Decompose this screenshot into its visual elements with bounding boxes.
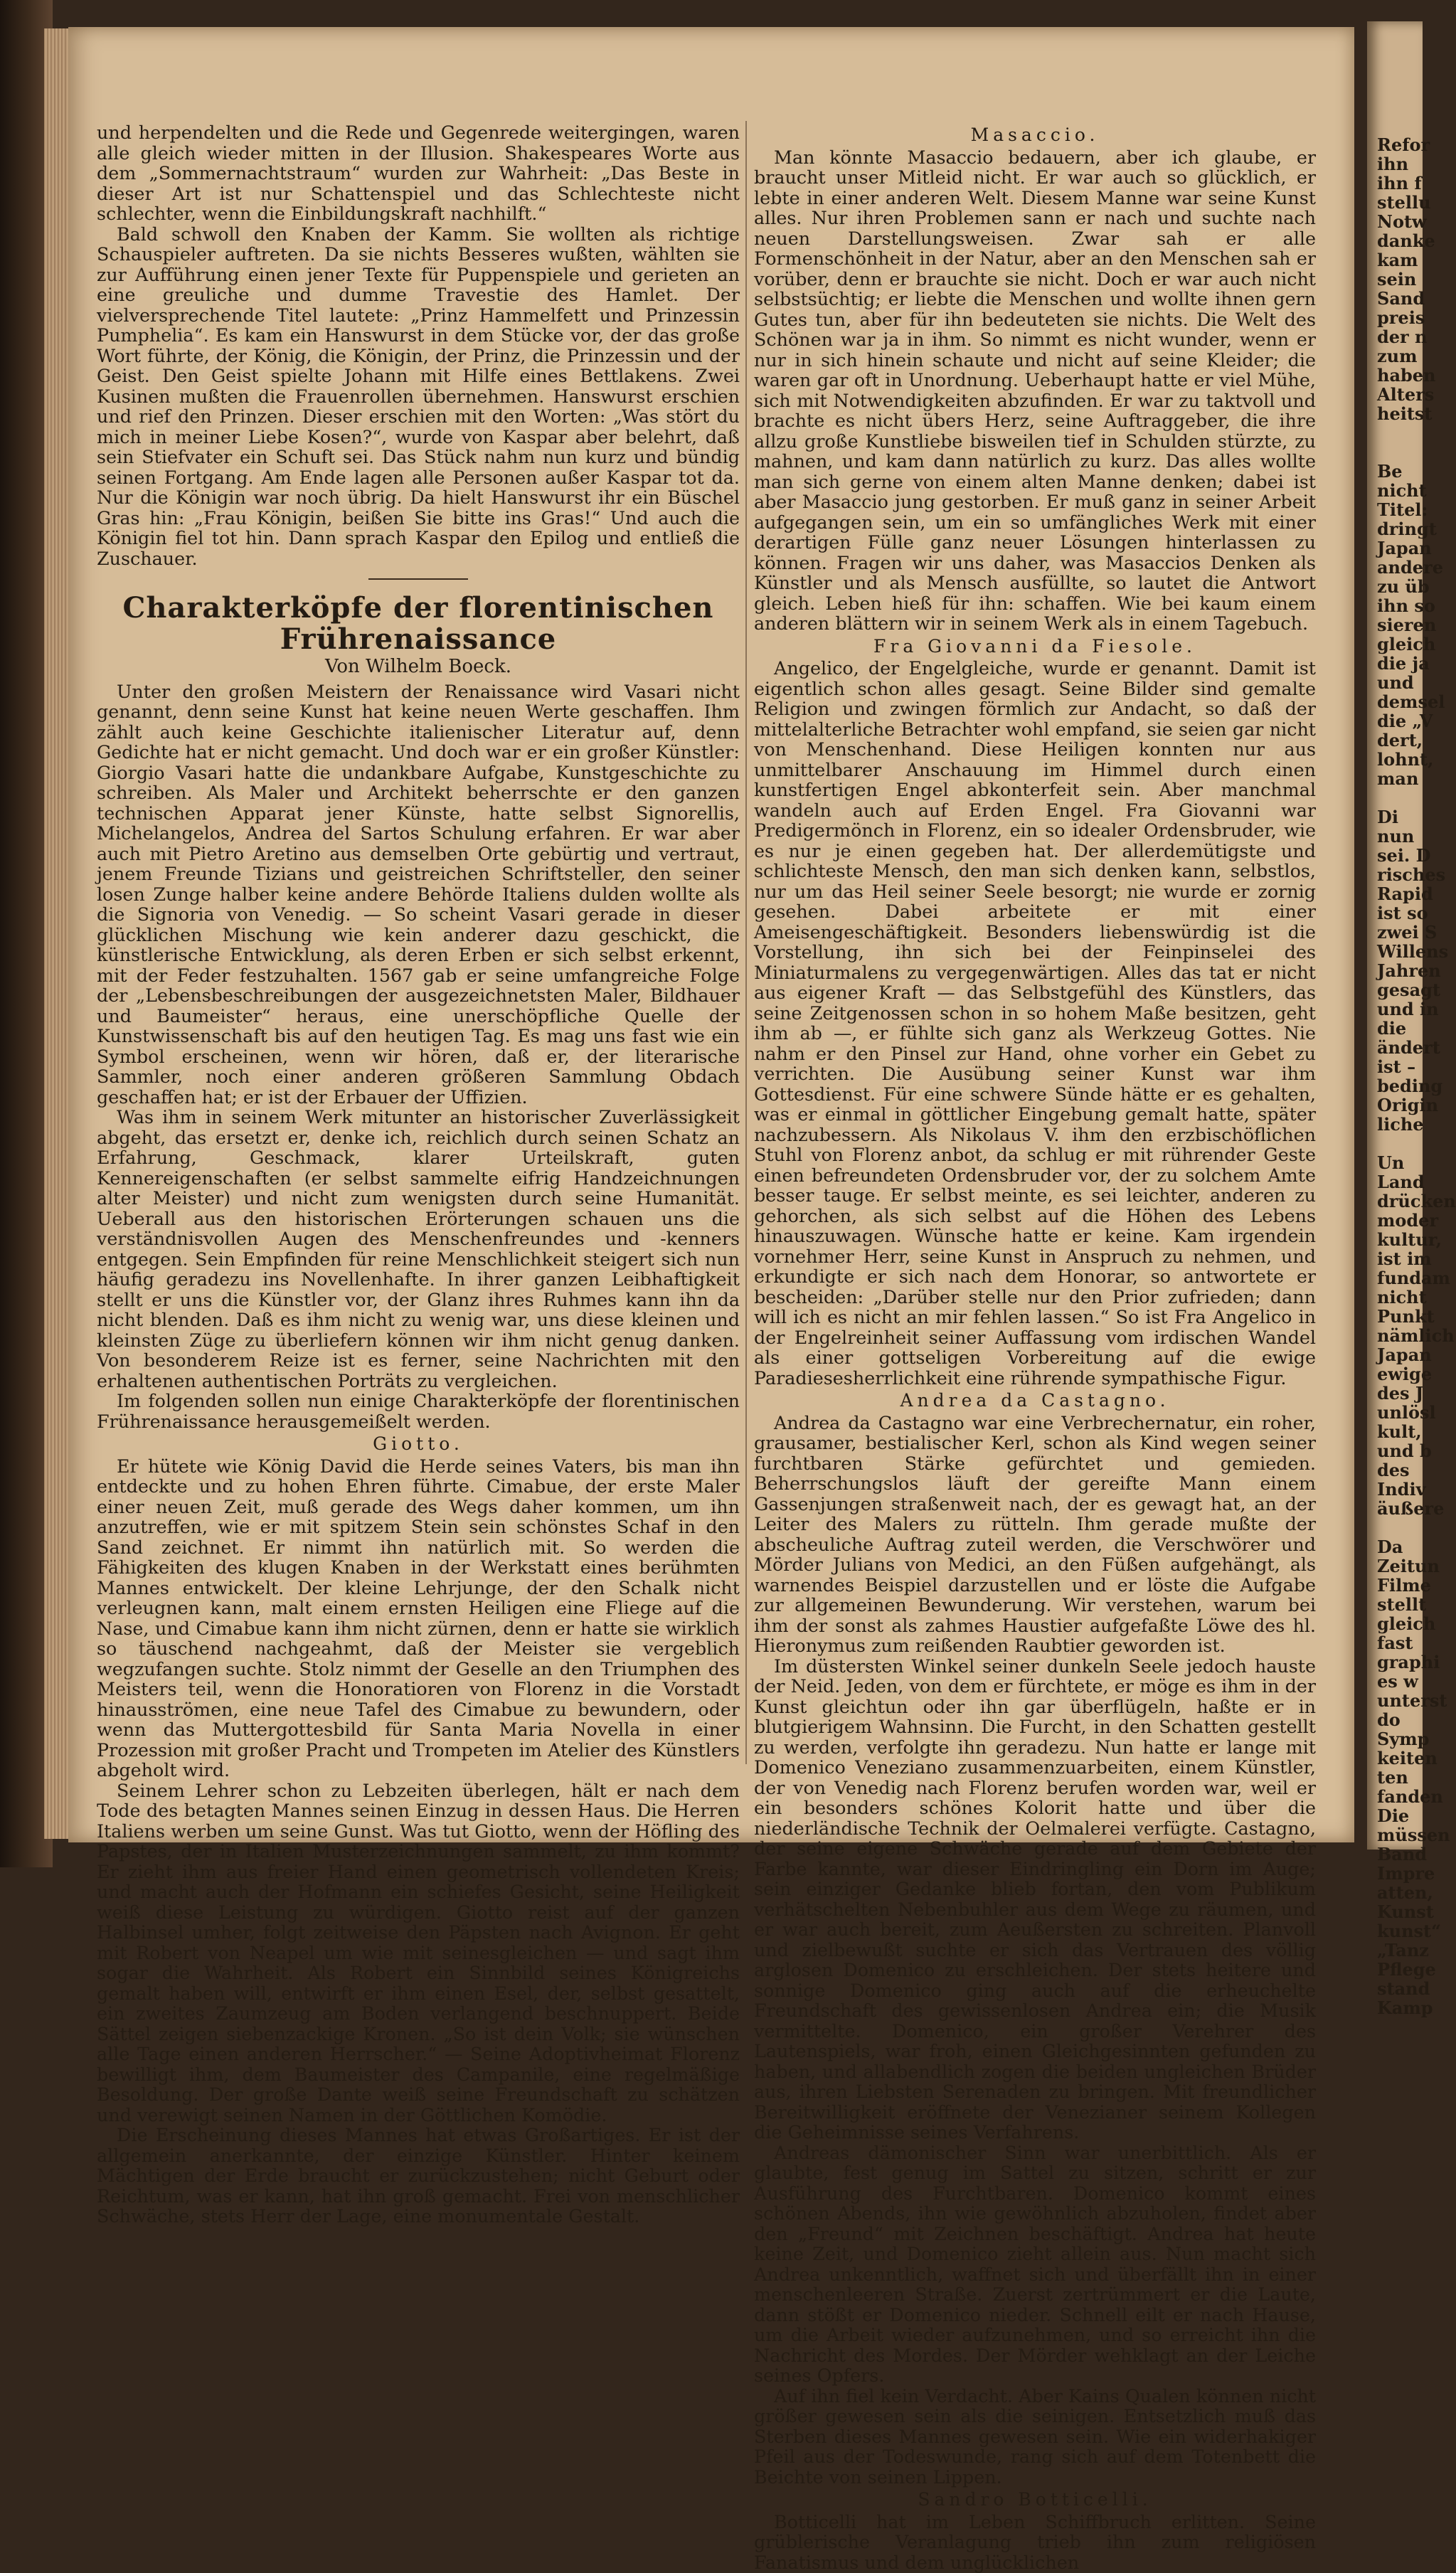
giotto-text — [97, 1456, 740, 2227]
adjacent-page-fragment: keiten — [1377, 1748, 1438, 1768]
adjacent-page-fragment: des — [1377, 1460, 1410, 1480]
adjacent-page-fragment: Indiv — [1377, 1479, 1426, 1500]
adjacent-page-fragment: Kamp — [1377, 1998, 1433, 2018]
adjacent-page-fragment: Zeitun — [1377, 1556, 1440, 1576]
adjacent-page-fragment: unterst — [1377, 1690, 1447, 1711]
adjacent-page-fragment: sei. D — [1377, 845, 1431, 866]
section-heading-botticelli: Sandro Botticelli. — [918, 2489, 1152, 2510]
adjacent-page-fragment: gesagt — [1377, 980, 1440, 1000]
adjacent-page-fragment: Sand — [1377, 288, 1425, 309]
adjacent-page-fragment: Kunst — [1377, 1901, 1434, 1922]
adjacent-page-fragment: Land — [1377, 1172, 1425, 1192]
adjacent-page-fragment: danke — [1377, 230, 1435, 251]
paragraph: Er hütete wie König David die Herde seines Vaters, bis man ihn entdeckte und zu hohen Ehren führte. Cimabue, der erste Maler einer neuen Zeit, muß gerade des Wegs daher kommen, um ihn anzutreffen, wie er mit spitzem Stein sein schönstes Schaf in den Sand zeichnet. Er nimmt ihn natürlich mit. So werden die Fähigkeiten des klugen Knaben in der Werkstatt eines berühmten Mannes entwickelt. Der kleine Lehrjunge, der den Schalk nicht verleugnen kann, malt einem ernsten Heiligen eine Fliege auf die Nase, und Cimabue kann ihm nicht zürnen, denn er hatte sie wirklich so täuschend nachgeahmt, daß der Meister sie vergeblich wegzufangen suchte. Stolz nimmt der Geselle an den Triumphen des Meisters teil, wenn die Honoratioren von Florenz in die Vorstadt hinausströmen, eine neue Tafel des Cimabue zu bewundern, oder wenn das Muttergottesbild für Santa Maria Novella in einer Prozession mit großer Pracht und Trompeten im Atelier des Künstlers abgeholt wird. — [97, 1455, 740, 1781]
adjacent-page-fragment: ten — [1377, 1767, 1408, 1788]
adjacent-page-fragment: Japan — [1377, 538, 1432, 558]
section-heading-giotto: Giotto. — [373, 1433, 464, 1454]
adjacent-page-fragment: Un — [1377, 1152, 1405, 1173]
adjacent-page-fragment: ist im — [1377, 1248, 1432, 1269]
adjacent-page-fragment: Origin — [1377, 1095, 1439, 1115]
adjacent-page-fragment: graphi — [1377, 1652, 1440, 1672]
adjacent-page-fragment: Filme — [1377, 1575, 1431, 1596]
adjacent-page-fragment: nämlich — [1377, 1325, 1455, 1346]
adjacent-page-fragment: äußere — [1377, 1498, 1445, 1519]
paragraph: Seinem Lehrer schon zu Lebzeiten überlegen, hält er nach dem Tode des betagten Mannes seinen Einzug in dessen Haus. Die Herren Italiens werben um seine Gunst. Was tut Giotto, wenn der Höfling des Papstes, der in Italien Musterzeichnungen sammelt, zu ihm kommt? Er zieht ihm aus freier Hand einen geometrisch vollendeten Kreis; und macht auch der Hofmann ein schiefes Gesicht, seine Heiligkeit weiß diese Leistung zu würdigen. Giotto reist auf der ganzen Halbinsel umher, folgt zeitweise den Päpsten nach Avignon. Er geht mit Robert von Neapel um wie mit seinesgleichen — und sagt ihm sogar die Wahrheit. Als Robert ein Sinnbild seines Königreichs gemalt haben will, entwirft er ihm einen Esel, der, selbst gesattelt, ein zweites Zaumzeug am Boden verlangend beschnuppert. Beide Sättel zeigen siebenzackige Kronen. „So ist dein Volk; sie wünschen alle Tage einen anderen Herrscher.“ — Seine Adoptivheimat Florenz bewilligt ihm, dem Baumeister des Campanile, eine regelmäßige Besoldung. Der große Dante weiß seine Freundschaft zu schätzen und verewigt seinen Namen in der Göttlichen Komödie. — [97, 1779, 740, 2126]
adjacent-page-fragment: und in — [1377, 999, 1439, 1019]
adjacent-page-fragment: Symp — [1377, 1729, 1430, 1749]
adjacent-page-fragment: haben — [1377, 365, 1436, 386]
paragraph: Im folgenden sollen nun einige Charakterköpfe der florentinischen Frührenaissance herausgemeißelt werden. — [97, 1390, 740, 1432]
adjacent-page-fragment: Alters — [1377, 384, 1435, 405]
adjacent-page-fragment: ihn so — [1377, 595, 1435, 616]
intro-text — [97, 122, 740, 568]
adjacent-page-fragment: sieren — [1377, 615, 1437, 635]
botticelli-text — [754, 2512, 1316, 2573]
section-heading-angelico: Fra Giovanni da Fiesole. — [873, 635, 1196, 657]
adjacent-page-fragment: ist so — [1377, 903, 1428, 923]
right-column — [754, 122, 1316, 2573]
adjacent-page-fragment: fundam — [1377, 1268, 1450, 1288]
left-column — [97, 122, 740, 2227]
adjacent-page-fragment: fast — [1377, 1633, 1413, 1653]
section-divider — [368, 578, 468, 580]
adjacent-page-fragment: andere — [1377, 557, 1443, 578]
masaccio-text — [754, 147, 1316, 634]
adjacent-page-fragment: Japan — [1377, 1344, 1432, 1365]
adjacent-page-fragment: ihn — [1377, 154, 1409, 174]
adjacent-page-fragment: heitst — [1377, 403, 1433, 424]
adjacent-page-fragment: liche — [1377, 1114, 1424, 1135]
adjacent-page-fragment: sein — [1377, 269, 1417, 290]
adjacent-page-fragment: risches — [1377, 864, 1446, 885]
adjacent-page-fragment: zu üb — [1377, 576, 1430, 597]
adjacent-page-fragment: Impre — [1377, 1863, 1435, 1884]
adjacent-page-fragment: des J — [1377, 1383, 1424, 1404]
adjacent-page-fragment: ändert — [1377, 1037, 1440, 1058]
adjacent-page-fragment: Pflege — [1377, 1959, 1436, 1980]
adjacent-page-fragment: und — [1377, 672, 1414, 693]
adjacent-page-fragment: Punkt — [1377, 1306, 1435, 1327]
adjacent-page-fragment: Rapid — [1377, 884, 1433, 904]
adjacent-page-fragment: die „V — [1377, 711, 1433, 731]
adjacent-page-edge — [1367, 21, 1456, 2018]
article-intro-text — [97, 681, 740, 1432]
adjacent-page-fragment: Di — [1377, 807, 1398, 827]
adjacent-page-fragment: müssen — [1377, 1825, 1450, 1845]
adjacent-page-fragment: Refor — [1377, 134, 1430, 155]
paragraph: Botticelli hat im Leben Schiffbruch erlitten. Seine grüblerische Veranlagung trieb ihn zum religiösen Fanatismus und dem unglücklichen — [754, 2510, 1316, 2573]
adjacent-page-fragment: stellt — [1377, 1594, 1427, 1615]
adjacent-page-fragment: stellu — [1377, 192, 1431, 213]
adjacent-page-fragment: gleich — [1377, 634, 1436, 654]
adjacent-page-fragment — [1367, 442, 1423, 462]
adjacent-page-fragment: ist – — [1377, 1056, 1416, 1077]
adjacent-page-fragment: man — [1377, 768, 1419, 789]
adjacent-page-fragment: moder — [1377, 1210, 1439, 1231]
adjacent-page-fragment: die ja — [1377, 653, 1430, 674]
adjacent-page-fragment: Jahren — [1377, 960, 1441, 981]
adjacent-page-fragment: Band — [1377, 1844, 1428, 1864]
adjacent-page-fragment: dert, — [1377, 730, 1423, 750]
paragraph: Bald schwoll den Knaben der Kamm. Sie wollten als richtige Schauspieler auftreten. Da sie nichts Besseres wußten, wählten sie zur Aufführung einen jener Texte für Puppenspiele und gerieten an eine greuliche und dumme Travestie des Hamlet. Der vielversprechende Titel lautete: „Prinz Hammelfett und Prinzessin Pumphelia“. Es kam ein Hanswurst in dem Stücke vor, der das große Wort führte, der König, die Königin, der Prinz, die Prinzessin und der Geist. Den Geist spielte Johann mit Hilfe eines Bettlakens. Zwei Kusinen mußten die Frauenrollen übernehmen. Hanswurst erschien und rief den Prinzen. Dieser erschien mit den Worten: „Was stört du mich in meiner Liebe Kosen?“, wurde von Kaspar aber belehrt, daß sein Stiefvater ein Schuft sei. Das Stück nahm nun kurz und bündig seinen Fortgang. Am Ende lagen alle Personen außer Kaspar tot da. Nur die Königin war noch übrig. Da hielt Hanswurst ihr ein Büschel Gras hin: „Frau Königin, beißen Sie bitte ins Gras!“ Und auch die Königin fiel tot hin. Dann sprach Kaspar den Epilog und entließ die Zuschauer. — [97, 223, 740, 569]
adjacent-page-fragment: Notw — [1377, 211, 1427, 232]
adjacent-page-fragment — [1367, 423, 1423, 442]
adjacent-page-fragment: „Tanz — [1377, 1940, 1429, 1961]
adjacent-page-fragment: ewige — [1377, 1364, 1433, 1384]
adjacent-page-fragment: preis — [1377, 307, 1425, 328]
adjacent-page-fragment: kunst“ — [1377, 1921, 1441, 1941]
adjacent-page-fragment: kult, — [1377, 1421, 1422, 1442]
adjacent-page-fragment: dringt — [1377, 519, 1437, 539]
adjacent-page-fragment: demsel — [1377, 691, 1445, 712]
adjacent-page-fragment: kam — [1377, 250, 1418, 270]
adjacent-page-fragment: kultur, — [1377, 1229, 1442, 1250]
adjacent-page-fragment — [1367, 1134, 1423, 1153]
adjacent-page-fragment: Be — [1377, 461, 1403, 482]
section-heading-masaccio: Masaccio. — [970, 124, 1100, 145]
adjacent-page-fragment: zwei S — [1377, 922, 1438, 943]
adjacent-page-fragment — [1367, 788, 1423, 807]
adjacent-page-fragment: der n — [1377, 327, 1428, 347]
adjacent-page-fragment: nicht — [1377, 480, 1427, 501]
adjacent-page-fragment: unlösl — [1377, 1402, 1436, 1423]
paragraph: Die Erscheinung dieses Mannes hat etwas Großartiges. Er ist der allgemein anerkannte, der einzige Künstler. Hinter keinem Mächtigen der Erde braucht er zurückzustehen; nicht Geburt oder Reichtum, was er kann, hat ihn groß gemacht. Frei von menschlicher Schwäche, stets Herr der Lage, eine monumentale Gestalt. — [97, 2124, 740, 2227]
angelico-text — [754, 658, 1316, 1388]
adjacent-page-fragment — [1367, 1518, 1423, 1537]
adjacent-page-fragment: gleich — [1377, 1613, 1436, 1634]
article-headline: Charakterköpfe der florentinischen Frührenaissance — [122, 591, 714, 656]
paragraph: Auf ihn fiel kein Verdacht. Aber Kains Qualen können nicht größer gewesen sein als die seinigen. Entsetzlich muß das Sterben dieses Mannes gewesen sein. Wie ein widerhakiger Pfeil aus der Todeswunde, rang sich auf dem Totenbett die Beichte von seinen Lippen. — [754, 2384, 1316, 2488]
paragraph: Angelico, der Engelgleiche, wurde er genannt. Damit ist eigentlich schon alles gesagt. Seine Bilder sind gemalte Religion und zwingen förmlich zur Andacht, so daß der mittelalterliche Betrachter wohl empfand, sie seien gar nicht von Menschenhand. Diese Heiligen konnten nur aus unmittelbarer Anschauung im Himmel durch einen kunstfertigen Engel abkonterfeit sein. Aber manchmal wandeln auch auf Erden Engel. Fra Giovanni war Predigermönch in Florenz, ein so idealer Ordensbruder, wie es nur je einen gegeben hat. Der allerdemütigste und schlichteste Mensch, den man sich denken kann, selbstlos, nur um das Heil seiner Seele besorgt; nie wurde er zornig gesehen. Dabei arbeitete er mit einer Ameisengeschäftigkeit. Besonders liebenswürdig ist die Vorstellung, ihn sich bei der Feinpinselei des Miniaturmalens zu vergegenwärtigen. Alles das tat er nicht aus eigener Kraft — das Selbstgefühl des Künstlers, das seine Zeitgenossen schon in so hohem Maße besitzen, geht ihm ab —, er fühlte sich ganz als Werkzeug Gottes. Nie nahm er den Pinsel zur Hand, ohne vorher ein Gebet zu verrichten. Die Ausübung seiner Kunst war ihm Gottesdienst. Für eine schwere Sünde hätte er es gehalten, was er einmal in göttlicher Eingebung gemalt hatte, später nachzubessern. Als Nikolaus V. ihm den erzbischöflichen Stuhl von Florenz anbot, da schlug er mit rührender Geste einen befreundeten Ordensbruder vor, der zu solchem Amte besser tauge. Er selbst meinte, es sei leichter, anderen zu gehorchen, als sich selbst auf die Höhen des Lebens hinauszuwagen. Wünsche hatte er keine. Kam irgendein vornehmer Herr, seine Kunst in Anspruch zu nehmen, und erkundigte er sich nach dem Honorar, so antwortete er bescheiden: „Darüber stelle nur den Prior zufrieden; dann will ich es nicht an mir fehlen lassen.“ So ist Fra Angelico in der Engelreinheit seiner Auffassung vom irdischen Wandel als einer gottseligen Vorbereitung auf die ewige Paradiesesherrlichkeit eine rührende sympathische Figur. — [754, 657, 1316, 1389]
article-author: Von Wilhelm Boeck. — [324, 656, 512, 677]
adjacent-page-fragment: es w — [1377, 1671, 1418, 1692]
paragraph: Man könnte Masaccio bedauern, aber ich glaube, er braucht unser Mitleid nicht. Er war auch so glücklich, er lebte in einer anderen Welt. Diesem Manne war seine Kunst alles. Nur ihren Problemen sann er nach und suchte nach neuen Darstellungsweisen. Zwar sah er alle Formenschönheit in der Natur, aber an den Menschen sah er vorüber, denn er brauchte sie nicht. Doch er war auch nicht selbstsüchtig; er liebte die Menschen und wollte ihnen gern Gutes tun, aber für ihn bedeuteten sie nichts. Die Welt des Schönen war ja in ihm. So nimmt es nicht wunder, wenn er nur in sich hinein schaute und nicht auf seine Kleider; die waren gar oft in Unordnung. Ueberhaupt hatte er viel Mühe, sich mit Notwendigkeiten abzufinden. Er war zu taktvoll und brachte es nicht übers Herz, seine Auftraggeber, die ihre allzu große Kunstliebe bisweilen tief in Schulden stürzte, zu mahnen, und kam dann natürlich zu kurz. Das alles wollte man sich gerne von einem alten Manne denken; dabei ist aber Masaccio jung gestorben. Er muß ganz in seiner Arbeit aufgegangen sein, um ein so umfängliches Werk mit einer derartigen Fülle ganz neuer Lösungen hinterlassen zu können. Fragen wir uns daher, was Masaccios Denken als Künstler und als Mensch ausfüllte, so lautet die Antwort gleich. Leben hieß für ihn: schaffen. Wie bei kaum einem anderen blättern wir in seinem Werk als in einem Tagebuch. — [754, 146, 1316, 634]
adjacent-page-fragment: Da — [1377, 1537, 1403, 1557]
adjacent-page-fragment: nicht — [1377, 1287, 1427, 1307]
adjacent-page-fragment: nun — [1377, 826, 1415, 847]
adjacent-page-fragment: ihn f — [1377, 173, 1422, 193]
paragraph: Andreas dämonischer Sinn war unerbittlich. Als er glaubte, fest genug im Sattel zu sitzen, schritt er zur Ausführung des Furchtbaren. Domenico kommt eines schönen Abends, ihn wie gewöhnlich abzuholen, findet aber den „Freund“ mit Zeichnen beschäftigt. Andrea hat heute keine Zeit, und Domenico zieht allein aus. Nun macht sich Andrea unkenntlich, waffnet sich und überfällt ihn in einer menschenleeren Straße. Zuerst zertrümmert er die Laute, dann stößt er Domenico nieder. Schnell eilt er nach Hause, um die Arbeit wieder aufzunehmen, und so erreicht ihn die Nachricht des Mordes. Der Mörder wehklagt an der Leiche seines Opfers. — [754, 2141, 1316, 2386]
adjacent-page-fragment: drücken — [1377, 1191, 1456, 1211]
adjacent-page-fragment: Die — [1377, 1805, 1410, 1826]
adjacent-page-fragment: und b — [1377, 1441, 1432, 1461]
column-rule — [745, 121, 747, 1764]
section-heading-castagno: Andrea da Castagno. — [900, 1390, 1170, 1411]
adjacent-page-fragment: fanden — [1377, 1786, 1443, 1807]
adjacent-page-fragment: lohnt, — [1377, 749, 1434, 770]
adjacent-page-fragment: atten, — [1377, 1882, 1433, 1903]
adjacent-page-fragment: Willens — [1377, 941, 1449, 962]
adjacent-page-fragment: Titel: — [1377, 499, 1428, 520]
castagno-text — [754, 1413, 1316, 2488]
paragraph: Unter den großen Meistern der Renaissance wird Vasari nicht genannt, denn seine Kunst hat keine neuen Werte geschaffen. Ihm zählt auch keine Geschichte italienischer Literatur auf, denn Gedichte hat er nicht gemacht. Und doch war er ein großer Künstler: Giorgio Vasari hatte die undankbare Aufgabe, Kunstgeschichte zu schreiben. Als Maler und Architekt beherrschte er den ganzen technischen Apparat jener Künste, hatte selbst Signorellis, Michelangelos, Andrea del Sartos Schulung erfahren. Er war aber auch mit Pietro Aretino aus demselben Orte gebürtig und vertraut, jenem Freunde Tizians und geistreichen Schriftsteller, den seiner losen Zunge halber keine andere Behörde Italiens dulden wollte als die Signoria von Venedig. — So scheint Vasari gerade in dieser glücklichen Mischung wie kein anderer dazu geschickt, die künstlerische Entwicklung, als deren Erben er sich selbst erkennt, mit der Feder festzuhalten. 1567 gab er seine umfangreiche Folge der „Lebensbeschreibungen der ausgezeichnetsten Maler, Bildhauer und Baumeister“ heraus, eine unerschöpfliche Quelle der Kunstwissenschaft bis auf den heutigen Tag. Es mag uns fast wie ein Symbol erscheinen, wenn wir hören, daß er, der literarische Sammler, noch einer anderen größeren Sammlung Obdach geschaffen hat; er ist der Erbauer der Uffizien. — [97, 680, 740, 1108]
adjacent-page-fragment: zum — [1377, 346, 1418, 366]
paragraph: und herpendelten und die Rede und Gegenrede weitergingen, waren alle gleich wieder mitten in der Illusion. Shakespeares Worte aus dem „Sommernachtstraum“ wurden zur Wahrheit: „Das Beste in dieser Art ist nur Schattenspiel und das Schlechteste nicht schlechter, wenn die Einbildungskraft nachhilft.“ — [97, 122, 740, 224]
paragraph: Was ihm in seinem Werk mitunter an historischer Zuverlässigkeit abgeht, das ersetzt er, denke ich, reichlich durch seinen Schatz an Erfahrung, Geschmack, klarer Urteilskraft, guten Kennereigenschaften (er selbst sammelte eifrig Handzeichnungen alter Meister) und nicht zum wenigsten durch seine Humanität. Ueberall aus den historischen Erörterungen schauen uns die verständnisvollen Augen des Menschenfreundes und -kenners entgegen. Sein Empfinden für reine Menschlichkeit steigert sich nun häufig geradezu ins Novellenhafte. In ihrer ganzen Leibhaftigkeit stellt er uns die Künstler vor, der Glanz ihres Ruhmes kann ihn da nicht blenden. Daß es ihm nicht zu wenig war, uns diese kleinen und kleinsten Züge zu überliefern können wir ihm nicht genug danken. Von besonderem Reize ist es ferner, seine Nachrichten mit den erhaltenen authentischen Porträts zu vergleichen. — [97, 1106, 740, 1391]
adjacent-page-fragment: do — [1377, 1709, 1401, 1730]
paragraph: Im düstersten Winkel seiner dunkeln Seele jedoch hauste der Neid. Jeden, von dem er fürchtete, er möge es ihm in der Kunst gleichtun oder ihn gar überflügeln, haßte er in blutgierigem Wahnsinn. Die Furcht, in den Schatten gestellt zu werden, verfolgte ihn geradezu. Nun hatte er lange mit Domenico Veneziano zusammenzuarbeiten, einem Künstler, der von Venedig nach Florenz berufen worden war, weil er ein besonders schönes Kolorit hatte und über die niederländische Technik der Oelmalerei verfügte. Castagno, der seine eigene Schwäche gerade auf dem Gebiete der Farbe kannte, war dieser Eindringling ein Dorn im Auge; sein einziger Gedanke blieb fortan, den vom Publikum verhätschelten Nebenbuhler aus dem Wege zu räumen, und er war auch bereit, zum Aeußersten zu schreiten. Planvoll und zielbewußt suchte er sich das Vertrauen des völlig arglosen Domenico zu erschleichen. Der stets heitere und sonnige Domenico ging auch auf die erheuchelte Freundschaft des gewissenlosen Andrea ein; die Musik vermittelte. Domenico, ein großer Verehrer des Lautenspiels, war froh, einen Gleichgesinnten gefunden zu haben, und allabendlich zogen die beiden ungleichen Brüder aus, ihren Liebsten Serenaden zu bringen. Mit freundlicher Bereitwilligkeit eröffnete der Venezianer seinem Kollegen die Geheimnisse seines Verfahrens. — [754, 1655, 1316, 2143]
paragraph: Andrea da Castagno war eine Verbrechernatur, ein roher, grausamer, bestialischer Kerl, schon als Kind wegen seiner furchtbaren Stärke gefürchtet und gemieden. Beherrschungslos läuft der gereifte Mann einem Gassenjungen straßenweit nach, der es gewagt hat, an der Leiter des Malers zu rütteln. Ihm gerade mußte der abscheuliche Auftrag zuteil werden, die Verschwörer und Mörder Julians von Medici, an den Füßen aufgehängt, als warnendes Beispiel darzustellen und er löste die Aufgabe zur allgemeinen Bewunderung. Wir verstehen, warum bei ihm der sonst als zahmes Haustier aufgefaßte Löwe des hl. Hieronymus zum reißenden Raubtier geworden ist. — [754, 1411, 1316, 1656]
adjacent-page-fragment: beding — [1377, 1076, 1443, 1096]
adjacent-page-fragment: die — [1377, 1018, 1407, 1039]
adjacent-page-fragment: stand — [1377, 1978, 1430, 1999]
